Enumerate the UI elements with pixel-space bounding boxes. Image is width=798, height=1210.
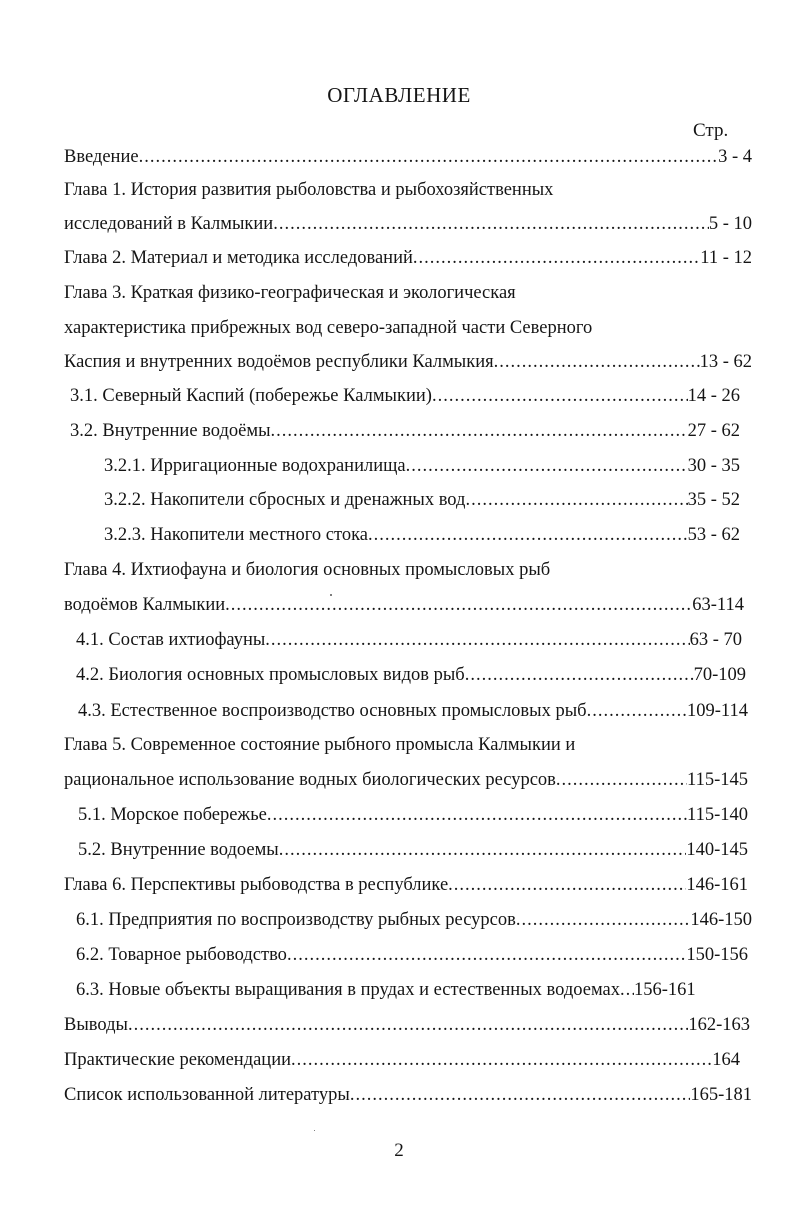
toc-entry (76, 623, 742, 657)
leader-dots (368, 518, 688, 552)
toc-entry (64, 241, 752, 275)
toc-entry-pages: 164 (712, 1050, 740, 1070)
toc-entry (78, 798, 748, 832)
toc-entry (76, 973, 752, 1007)
toc-entry-text: характеристика прибрежных вод северо-западной части Северного (64, 318, 593, 338)
toc-entry-text: рациональное использование водных биологических ресурсов (64, 770, 556, 790)
toc-entry-pages: 63-114 (692, 595, 744, 615)
toc-entry-pages: 156-161 (633, 980, 696, 1000)
toc-entry-pages: 13 - 62 (699, 352, 752, 372)
page-column-header: Стр. (693, 120, 729, 141)
toc-entry-text: 4.3. Естественное воспроизводство основных промысловых рыб (78, 701, 587, 721)
toc-entry-text: Глава 1. История развития рыболовства и рыбохозяйственных (64, 180, 554, 200)
scan-speck (330, 594, 332, 596)
toc-entry-text: 3.2.3. Накопители местного стока (104, 525, 369, 545)
page-title: ОГЛАВЛЕНИЕ (327, 83, 471, 107)
toc-entry-text: 6.1. Предприятия по воспроизводству рыбных ресурсов (76, 910, 516, 930)
toc-entry-text: 3.2.2. Накопители сбросных и дренажных вод (104, 490, 466, 510)
toc-entry (104, 518, 740, 552)
toc-entry (64, 1008, 750, 1042)
leader-dots (465, 658, 694, 692)
leader-dots (128, 1008, 688, 1042)
toc-entry (64, 553, 752, 587)
toc-entry-pages: 115-140 (687, 805, 748, 825)
toc-entry-pages: 3 - 4 (718, 147, 752, 167)
toc-entry-text: Практические рекомендации (64, 1050, 292, 1070)
toc-entry (64, 728, 752, 762)
toc-entry (64, 868, 748, 902)
toc-entry-text: 6.3. Новые объекты выращивания в прудах и естественных водоемах (76, 980, 620, 1000)
toc-entry-pages: 30 - 35 (687, 456, 740, 476)
toc-entry-text: 5.2. Внутренние водоемы (78, 840, 279, 860)
leader-dots (406, 449, 688, 483)
toc-entry (76, 658, 746, 692)
toc-entry-pages: 70-109 (693, 665, 746, 685)
toc-entry (64, 311, 752, 345)
toc-entry (64, 173, 752, 207)
toc-entry-text: 3.2.1. Ирригационные водохранилища (104, 456, 406, 476)
leader-dots (273, 207, 709, 241)
toc-entry (64, 588, 744, 622)
leader-dots (432, 379, 688, 413)
leader-dots (494, 345, 700, 379)
toc-entry (64, 207, 752, 241)
toc-entry-pages: 63 - 70 (689, 630, 742, 650)
toc-entry-pages: 14 - 26 (687, 386, 740, 406)
toc-entry (76, 938, 748, 972)
toc-entry (70, 379, 740, 413)
leader-dots (587, 694, 687, 728)
toc-entry-text: 5.1. Морское побережье (78, 805, 267, 825)
toc-entry-text: 3.1. Северный Каспий (побережье Калмыкии) (70, 386, 432, 406)
scan-speck (314, 1130, 315, 1131)
toc-entry-pages: 35 - 52 (687, 490, 740, 510)
toc-entry-pages: 150-156 (686, 945, 748, 965)
leader-dots (448, 868, 686, 902)
toc-entry-pages: 109-114 (687, 701, 748, 721)
leader-dots (465, 483, 687, 517)
toc-entry-pages: 5 - 10 (708, 214, 752, 234)
toc-entry-text: Глава 2. Материал и методика исследований (64, 248, 413, 268)
toc-entry-pages: 27 - 62 (687, 421, 740, 441)
leader-dots (516, 903, 690, 937)
toc-entry-text: 6.2. Товарное рыбоводство (76, 945, 287, 965)
toc-entry-text: Глава 4. Ихтиофауна и биология основных промысловых рыб (64, 560, 551, 580)
toc-entry-pages: 146-150 (690, 910, 752, 930)
toc-entry (78, 833, 748, 867)
toc-entry (76, 903, 752, 937)
toc-entry-pages: 11 - 12 (700, 248, 752, 268)
toc-entry (64, 763, 748, 797)
toc-entry-text: исследований в Калмыкии (64, 214, 274, 234)
toc-entry (64, 345, 752, 379)
toc-entry-text: Глава 6. Перспективы рыбоводства в республике (64, 875, 449, 895)
leader-dots (271, 414, 688, 448)
toc-entry-text: водоёмов Калмыкии (64, 595, 226, 615)
toc-entry (64, 140, 752, 174)
leader-dots (413, 241, 700, 275)
toc-entry-text: Введение (64, 147, 139, 167)
page-number: 2 (394, 1140, 404, 1161)
toc-entry (104, 449, 740, 483)
toc-entry-text: Выводы (64, 1015, 128, 1035)
toc-entry-text: Глава 3. Краткая физико-географическая и экологическая (64, 283, 516, 303)
toc-entry-pages: 53 - 62 (687, 525, 740, 545)
leader-dots (620, 973, 634, 1007)
toc-entry-text: 3.2. Внутренние водоёмы (70, 421, 271, 441)
leader-dots (265, 623, 689, 657)
leader-dots (267, 798, 687, 832)
leader-dots (556, 763, 687, 797)
toc-entry-text: 4.1. Состав ихтиофауны (76, 630, 266, 650)
toc-entry-pages: 165-181 (690, 1085, 752, 1105)
toc-entry-text: Глава 5. Современное состояние рыбного промысла Калмыкии и (64, 735, 576, 755)
leader-dots (139, 140, 719, 174)
toc-entry-text: Каспия и внутренних водоёмов республики Калмыкия (64, 352, 494, 372)
leader-dots (225, 588, 692, 622)
toc-entry (104, 483, 740, 517)
toc-entry-pages: 140-145 (686, 840, 748, 860)
toc-entry (64, 276, 752, 310)
leader-dots (291, 1043, 712, 1077)
toc-entry (64, 1043, 740, 1077)
leader-dots (350, 1078, 691, 1112)
leader-dots (279, 833, 687, 867)
toc-entry (64, 1078, 752, 1112)
toc-entry (78, 694, 748, 728)
leader-dots (287, 938, 686, 972)
toc-entry-pages: 146-161 (686, 875, 748, 895)
toc-entry-text: 4.2. Биология основных промысловых видов рыб (76, 665, 465, 685)
toc-entry-pages: 115-145 (687, 770, 748, 790)
toc-entry-pages: 162-163 (688, 1015, 750, 1035)
toc-entry (70, 414, 740, 448)
toc-entry-text: Список использованной литературы (64, 1085, 350, 1105)
